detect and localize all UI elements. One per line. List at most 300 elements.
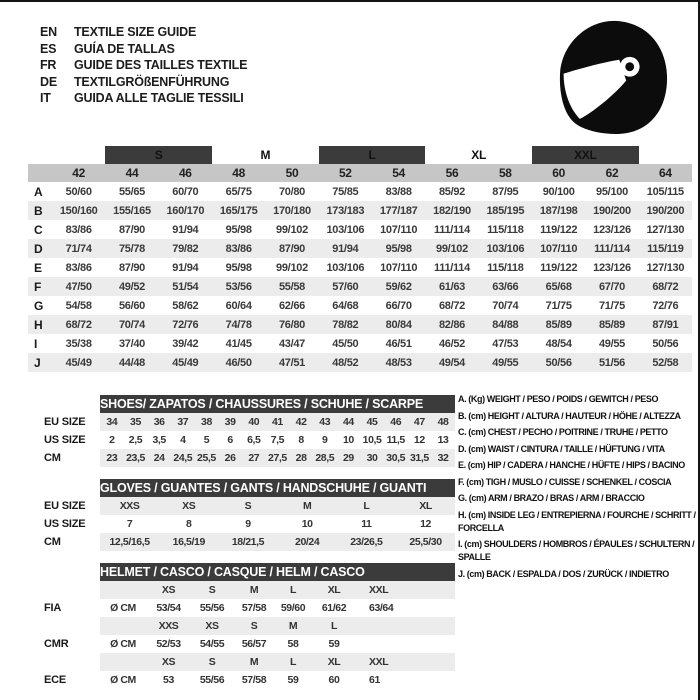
shoes-row xyxy=(28,413,455,431)
helmet-cell: S xyxy=(233,617,275,635)
language-title: GUÍA DE TALLAS xyxy=(74,41,175,56)
helmet-cell: 56/57 xyxy=(241,638,267,650)
measure-cell: 95/98 xyxy=(372,239,425,258)
measure-cell: 173/183 xyxy=(319,201,372,220)
helmet-section-title: HELMET / CASCO / CASQUE / HELM / CASCO xyxy=(100,563,455,581)
row-letter: E xyxy=(34,260,42,275)
measure-cell: 99/102 xyxy=(276,223,308,236)
measure-cell: 39/42 xyxy=(172,337,199,350)
measure-cell: 123/126 xyxy=(593,261,631,274)
shoes-cell: 30,5 xyxy=(384,449,408,467)
measure-cell: 83/86 xyxy=(212,239,265,258)
size-group-xl: XL xyxy=(471,148,487,162)
helmet-cell: 55/56 xyxy=(199,602,225,614)
measure-cell: 111/114 xyxy=(585,239,638,258)
measure-cell: 103/106 xyxy=(326,223,365,236)
gloves-cell: 18/21,5 xyxy=(218,533,277,551)
size-number: 48 xyxy=(212,164,265,182)
helmet-cell: XXL xyxy=(357,653,455,671)
measure-cell: 49/54 xyxy=(425,353,478,372)
gloves-row-label: CM xyxy=(44,536,61,548)
helmet-cell: XXS xyxy=(146,617,191,635)
helmet-cell: M xyxy=(275,617,311,635)
measure-cell: 105/115 xyxy=(646,185,684,198)
sub-tables xyxy=(28,395,455,700)
measure-cell: 64/68 xyxy=(332,299,359,312)
main-size-table-wrap xyxy=(28,146,692,372)
gloves-cell: 8 xyxy=(186,518,192,530)
spacer-cell xyxy=(28,395,100,413)
main-size-table xyxy=(28,146,692,372)
measure-cell: 119/122 xyxy=(540,261,578,274)
measure-cell: 80/84 xyxy=(372,315,425,334)
gloves-cell: XXS xyxy=(100,497,159,515)
spacer-cell xyxy=(28,563,100,581)
shoes-row-label: EU SIZE xyxy=(44,416,86,428)
gloves-cell: 9 xyxy=(245,518,251,530)
helmet-cell: 59 xyxy=(328,638,340,650)
helmet-cell: XXL xyxy=(357,581,455,599)
gloves-cell: 7 xyxy=(126,518,133,530)
size-group-s: S xyxy=(105,146,212,164)
measure-cell: 35/38 xyxy=(65,337,92,350)
measure-cell: 165/175 xyxy=(212,201,265,220)
spacer-cell xyxy=(28,479,100,497)
measure-cell: 182/190 xyxy=(425,201,478,220)
measure-cell: 155/165 xyxy=(105,201,158,220)
measure-cell: 68/72 xyxy=(438,299,465,312)
helmet-title-row xyxy=(28,563,455,581)
size-group-empty xyxy=(52,146,105,164)
size-number: 44 xyxy=(105,164,158,182)
measure-cell: 83/88 xyxy=(385,185,412,198)
size-number: 58 xyxy=(479,164,532,182)
measure-cell: 46/51 xyxy=(385,337,412,350)
measure-cell: 103/106 xyxy=(326,261,365,274)
language-title-list xyxy=(40,24,247,107)
measure-cell: 78/82 xyxy=(319,315,372,334)
measure-cell: 115/119 xyxy=(639,239,692,258)
corner-cell xyxy=(28,164,52,182)
measure-cell: 87/95 xyxy=(492,185,519,198)
measure-row-a xyxy=(28,182,692,201)
language-title: GUIDA ALLE TAGLIE TESSILI xyxy=(74,91,244,105)
measure-cell: 190/200 xyxy=(585,201,638,220)
helmet-cell: XL xyxy=(311,581,357,599)
measure-cell: 59/62 xyxy=(372,277,425,296)
measure-cell: 43/47 xyxy=(278,337,305,350)
measure-cell: 45/50 xyxy=(332,337,359,350)
measure-cell: 111/114 xyxy=(434,223,470,236)
size-group-empty xyxy=(639,146,692,164)
helmet-cell: XS xyxy=(146,581,191,599)
shoes-cell: 3,5 xyxy=(152,434,166,446)
language-title: TEXTILGRÖßENFÜHRUNG xyxy=(74,74,230,89)
gloves-cell: 10 xyxy=(301,518,313,530)
measure-row-c xyxy=(28,220,692,239)
helmet-row-label xyxy=(28,617,100,635)
size-number: 64 xyxy=(639,164,692,182)
helmet-row xyxy=(28,671,455,689)
legend-item: I. (cm) SHOULDERS / HOMBROS / ÉPAULES / SCHULTERN / SPALLE xyxy=(458,539,695,562)
language-code: ES xyxy=(40,41,57,56)
measure-cell: 48/53 xyxy=(372,353,425,372)
measure-cell: 70/74 xyxy=(492,299,519,312)
shoes-cell: 40 xyxy=(242,413,266,431)
measure-cell: 65/75 xyxy=(225,185,252,198)
gloves-row xyxy=(28,515,455,533)
measure-cell: 51/54 xyxy=(159,277,212,296)
measure-cell: 58/62 xyxy=(172,299,199,312)
measure-cell: 160/170 xyxy=(159,201,212,220)
measure-cell: 76/80 xyxy=(265,315,318,334)
measure-cell: 49/55 xyxy=(598,337,625,350)
measure-cell: 123/126 xyxy=(593,223,631,236)
measure-cell: 57/60 xyxy=(319,277,372,296)
helmet-row-label: CMR xyxy=(44,638,69,650)
measure-cell: 49/52 xyxy=(105,277,158,296)
helmet-cell xyxy=(100,653,146,671)
helmet-cell: S xyxy=(191,581,233,599)
helmet-cell: 61 xyxy=(369,674,380,686)
language-code: EN xyxy=(40,25,57,39)
measure-row-j xyxy=(28,353,692,372)
measure-cell: 187/198 xyxy=(532,201,585,220)
gloves-title-row xyxy=(28,479,455,497)
shoes-row xyxy=(28,431,455,449)
helmet-cell: M xyxy=(233,653,275,671)
measure-cell: 91/94 xyxy=(172,261,199,274)
measure-cell: 107/110 xyxy=(380,223,418,236)
helmet-cell: XL xyxy=(311,653,357,671)
measurement-legend xyxy=(458,393,696,584)
measure-cell: 95/100 xyxy=(596,185,628,198)
shoes-cell: 26 xyxy=(218,449,242,467)
legend-item: E. (cm) HIP / CADERA / HANCHE / HÜFTE / HIPS / BACINO xyxy=(458,460,685,470)
helmet-row xyxy=(28,599,455,617)
gloves-row xyxy=(28,497,455,515)
helmet-cell: 63/64 xyxy=(369,602,394,614)
measure-cell: 60/70 xyxy=(172,185,199,198)
measure-cell: 111/114 xyxy=(434,261,470,274)
measure-cell: 115/118 xyxy=(487,223,524,236)
helmet-cell: 53/54 xyxy=(156,602,181,614)
helmet-row xyxy=(28,653,455,671)
gloves-cell: 23/26,5 xyxy=(337,533,396,551)
measure-cell: 45/49 xyxy=(159,353,212,372)
language-row xyxy=(40,24,247,41)
shoes-row-label: CM xyxy=(44,452,61,464)
measure-cell: 85/89 xyxy=(585,315,638,334)
measure-cell: 66/70 xyxy=(385,299,412,312)
gloves-cell: 25,5/30 xyxy=(396,533,455,551)
size-number: 56 xyxy=(425,164,478,182)
corner-cell xyxy=(28,146,52,164)
gloves-cell: S xyxy=(218,497,277,515)
language-code: FR xyxy=(40,58,57,72)
size-number-row xyxy=(28,164,692,182)
shoes-cell: 29 xyxy=(337,449,361,467)
measure-cell: 177/187 xyxy=(372,201,425,220)
shoes-cell: 44 xyxy=(337,413,361,431)
shoes-cell: 46 xyxy=(384,413,408,431)
helmet-cell: 53 xyxy=(163,674,174,686)
shoes-cell: 48 xyxy=(431,413,455,431)
measure-cell: 55/58 xyxy=(265,277,318,296)
helmet-section xyxy=(28,563,455,689)
measure-cell: 90/100 xyxy=(542,185,575,198)
helmet-table xyxy=(28,563,455,689)
helmet-row-label: ECE xyxy=(44,674,67,686)
measure-cell: 46/52 xyxy=(438,337,465,350)
measure-cell: 185/195 xyxy=(479,201,532,220)
measure-cell: 68/72 xyxy=(639,277,692,296)
shoes-cell: 7,5 xyxy=(270,434,285,446)
measure-cell: 47/51 xyxy=(265,353,318,372)
size-group-xxl: XXL xyxy=(532,146,639,164)
measure-cell: 150/160 xyxy=(52,201,105,220)
helmet-cell: Ø CM xyxy=(110,638,136,650)
shoes-cell: 10 xyxy=(342,434,354,446)
measure-cell: 71/74 xyxy=(52,239,105,258)
gloves-cell: XL xyxy=(396,497,455,515)
shoes-cell: 37 xyxy=(171,413,195,431)
shoes-cell: 25,5 xyxy=(195,449,219,467)
gloves-row xyxy=(28,533,455,551)
measure-cell: 87/90 xyxy=(118,261,145,274)
size-group-m: M xyxy=(260,148,271,162)
measure-cell: 119/122 xyxy=(540,223,578,236)
size-number: 46 xyxy=(159,164,212,182)
shoes-cell: 24 xyxy=(147,449,171,467)
measure-row-g xyxy=(28,296,692,315)
size-number: 52 xyxy=(319,164,372,182)
gloves-cell: 16,5/19 xyxy=(159,533,218,551)
measure-cell: 52/58 xyxy=(639,353,692,372)
row-letter: J xyxy=(28,353,52,372)
measure-cell: 95/98 xyxy=(225,261,252,274)
shoes-cell: 34 xyxy=(100,413,124,431)
measure-cell: 70/74 xyxy=(105,315,158,334)
measure-cell: 67/70 xyxy=(585,277,638,296)
shoes-cell: 31,5 xyxy=(408,449,432,467)
measure-cell: 63/66 xyxy=(479,277,532,296)
measure-cell: 47/50 xyxy=(52,277,105,296)
measure-cell: 75/78 xyxy=(105,239,158,258)
shoes-cell: 41 xyxy=(266,413,290,431)
language-row xyxy=(40,74,247,91)
shoes-cell: 10,5 xyxy=(362,434,382,446)
helmet-cell: 54/55 xyxy=(199,638,225,650)
gloves-cell: 12,5/16,5 xyxy=(100,533,159,551)
shoes-table xyxy=(28,395,455,467)
measure-cell: 70/80 xyxy=(278,185,305,198)
shoes-cell: 2 xyxy=(109,434,115,446)
measure-cell: 84/88 xyxy=(479,315,532,334)
language-title: GUIDE DES TAILLES TEXTILE xyxy=(74,58,248,72)
measure-cell: 85/92 xyxy=(438,185,465,198)
gloves-section-title: GLOVES / GUANTES / GANTS / HANDSCHUHE / GUANTI xyxy=(100,479,455,497)
language-row xyxy=(40,90,247,107)
measure-cell: 60/64 xyxy=(225,299,252,312)
helmet-cell xyxy=(357,617,455,635)
shoes-cell: 28,5 xyxy=(313,449,337,467)
shoes-cell: 5 xyxy=(203,434,210,446)
measure-cell: 91/94 xyxy=(172,223,199,236)
measure-cell: 103/106 xyxy=(479,239,532,258)
measure-cell: 68/72 xyxy=(52,315,105,334)
shoes-cell: 13 xyxy=(437,434,449,446)
helmet-row-label: FIA xyxy=(44,602,62,614)
shoes-cell: 24,5 xyxy=(171,449,195,467)
helmet-row-label xyxy=(28,581,100,599)
helmet-cell xyxy=(100,617,146,635)
measure-cell: 37/40 xyxy=(118,337,145,350)
measure-cell: 50/56 xyxy=(652,337,679,350)
gloves-section xyxy=(28,479,455,551)
measure-cell: 53/56 xyxy=(212,277,265,296)
row-letter: F xyxy=(28,277,52,296)
row-letter: B xyxy=(28,201,52,220)
row-letter: I xyxy=(34,336,38,351)
helmet-cell: S xyxy=(191,653,233,671)
shoes-section xyxy=(28,395,455,467)
shoes-cell: 45 xyxy=(360,413,384,431)
row-letter: A xyxy=(34,184,43,199)
legend-item: J. (cm) BACK / ESPALDA / DOS / ZURÜCK / INDIETRO xyxy=(458,568,669,579)
gloves-cell: 11 xyxy=(361,518,372,530)
shoes-cell: 35 xyxy=(124,413,148,431)
helmet-cell: 60 xyxy=(328,674,340,686)
helmet-cell: 55/56 xyxy=(199,674,225,686)
shoes-cell: 2,5 xyxy=(128,434,143,446)
size-number: 54 xyxy=(372,164,425,182)
shoes-cell: 38 xyxy=(195,413,219,431)
shoes-cell: 42 xyxy=(289,413,313,431)
measure-cell: 71/75 xyxy=(545,299,572,312)
size-number: 62 xyxy=(585,164,638,182)
measure-row-d xyxy=(28,239,692,258)
shoes-cell: 27,5 xyxy=(266,449,290,467)
shoes-cell: 47 xyxy=(408,413,432,431)
helmet-cell xyxy=(357,635,455,653)
shoes-cell: 11,5 xyxy=(386,434,405,446)
helmet-cell: 59 xyxy=(287,674,299,686)
measure-cell: 61/63 xyxy=(425,277,478,296)
measure-cell: 99/102 xyxy=(276,261,308,274)
language-row xyxy=(40,57,247,74)
measure-cell: 71/75 xyxy=(598,299,625,312)
shoes-cell: 30 xyxy=(360,449,384,467)
shoes-cell: 4 xyxy=(180,434,186,446)
measure-cell: 46/50 xyxy=(212,353,265,372)
measure-row-i xyxy=(28,334,692,353)
shoes-cell: 28 xyxy=(289,449,313,467)
measure-cell: 41/45 xyxy=(225,337,252,350)
helmet-cell: XS xyxy=(146,653,191,671)
measure-cell: 83/86 xyxy=(65,261,92,274)
row-letter: D xyxy=(28,239,52,258)
measure-cell: 85/89 xyxy=(532,315,585,334)
measure-cell: 51/56 xyxy=(585,353,638,372)
measure-cell: 99/102 xyxy=(425,239,478,258)
shoes-cell: 9 xyxy=(322,434,328,446)
shoes-cell: 6,5 xyxy=(247,434,261,446)
measure-cell: 50/60 xyxy=(65,185,92,198)
gloves-cell: M xyxy=(278,497,337,515)
measure-cell: 170/180 xyxy=(265,201,318,220)
measure-cell: 56/60 xyxy=(118,299,145,312)
helmet-row-label xyxy=(28,653,100,671)
shoes-cell: 36 xyxy=(147,413,171,431)
language-code: IT xyxy=(40,91,51,105)
measure-cell: 91/94 xyxy=(319,239,372,258)
measure-cell: 74/78 xyxy=(212,315,265,334)
measure-cell: 127/130 xyxy=(646,261,685,274)
size-number: 42 xyxy=(52,164,105,182)
gloves-cell: XS xyxy=(159,497,218,515)
shoes-title-row xyxy=(28,395,455,413)
measure-cell: 95/98 xyxy=(225,223,252,236)
helmet-cell: L xyxy=(275,653,311,671)
helmet-cell: 58 xyxy=(287,638,299,650)
size-number: 50 xyxy=(265,164,318,182)
measure-cell: 65/68 xyxy=(532,277,585,296)
helmet-row xyxy=(28,635,455,653)
legend-item: H. (cm) INSIDE LEG / ENTREPIERNA / FOURCHE / SCHRITT / FORCELLA xyxy=(458,509,696,533)
language-row xyxy=(40,41,247,58)
legend-item: A. (Kg) WEIGHT / PESO / POIDS / GEWITCH / PESO xyxy=(458,394,659,404)
helmet-cell: 52/53 xyxy=(156,638,181,650)
shoes-cell: 27 xyxy=(242,449,266,467)
measure-cell: 45/49 xyxy=(52,353,105,372)
measure-cell: 75/85 xyxy=(332,185,359,198)
gloves-row-label: EU SIZE xyxy=(44,500,86,512)
legend-item: F. (cm) TIGH / MUSLO / CUISSE / SCHENKEL / COSCIA xyxy=(458,476,672,487)
measure-cell: 47/53 xyxy=(492,337,519,350)
measure-cell: 87/91 xyxy=(639,315,692,334)
measure-cell: 127/130 xyxy=(646,223,685,236)
shoes-cell: 23,5 xyxy=(124,449,148,467)
measure-cell: 48/52 xyxy=(319,353,372,372)
shoes-row xyxy=(28,449,455,467)
helmet-cell: 61/62 xyxy=(321,602,347,614)
shoes-cell: 6 xyxy=(227,434,233,446)
shoes-section-title: SHOES/ ZAPATOS / CHAUSSURES / SCHUHE / SCARPE xyxy=(100,395,455,413)
measure-cell: 87/90 xyxy=(118,223,145,236)
legend-item: G. (cm) ARM / BRAZO / BRAS / ARM / BRACCIO xyxy=(458,493,645,503)
measure-cell: 190/200 xyxy=(639,201,692,220)
measure-cell: 48/54 xyxy=(545,337,572,350)
helmet-cell: L xyxy=(311,617,357,635)
shoes-cell: 8 xyxy=(298,434,304,446)
gloves-cell: 20/24 xyxy=(278,533,337,551)
gloves-cell: 12 xyxy=(420,518,431,530)
measure-row-e xyxy=(28,258,692,277)
size-group-l: L xyxy=(319,146,426,164)
size-group-row xyxy=(28,146,692,164)
helmet-cell: Ø CM xyxy=(110,674,136,686)
helmet-cell xyxy=(100,581,146,599)
helmet-cell: XS xyxy=(191,617,233,635)
row-letter: C xyxy=(34,222,43,237)
measure-cell: 72/76 xyxy=(159,315,212,334)
measure-cell: 54/58 xyxy=(65,299,92,312)
legend-item: B. (cm) HEIGHT / ALTURA / HAUTEUR / HÖHE / ALTEZZA xyxy=(458,410,681,421)
helmet-icon xyxy=(552,18,668,134)
gloves-row-label: US SIZE xyxy=(44,518,86,530)
measure-cell: 107/110 xyxy=(532,239,585,258)
